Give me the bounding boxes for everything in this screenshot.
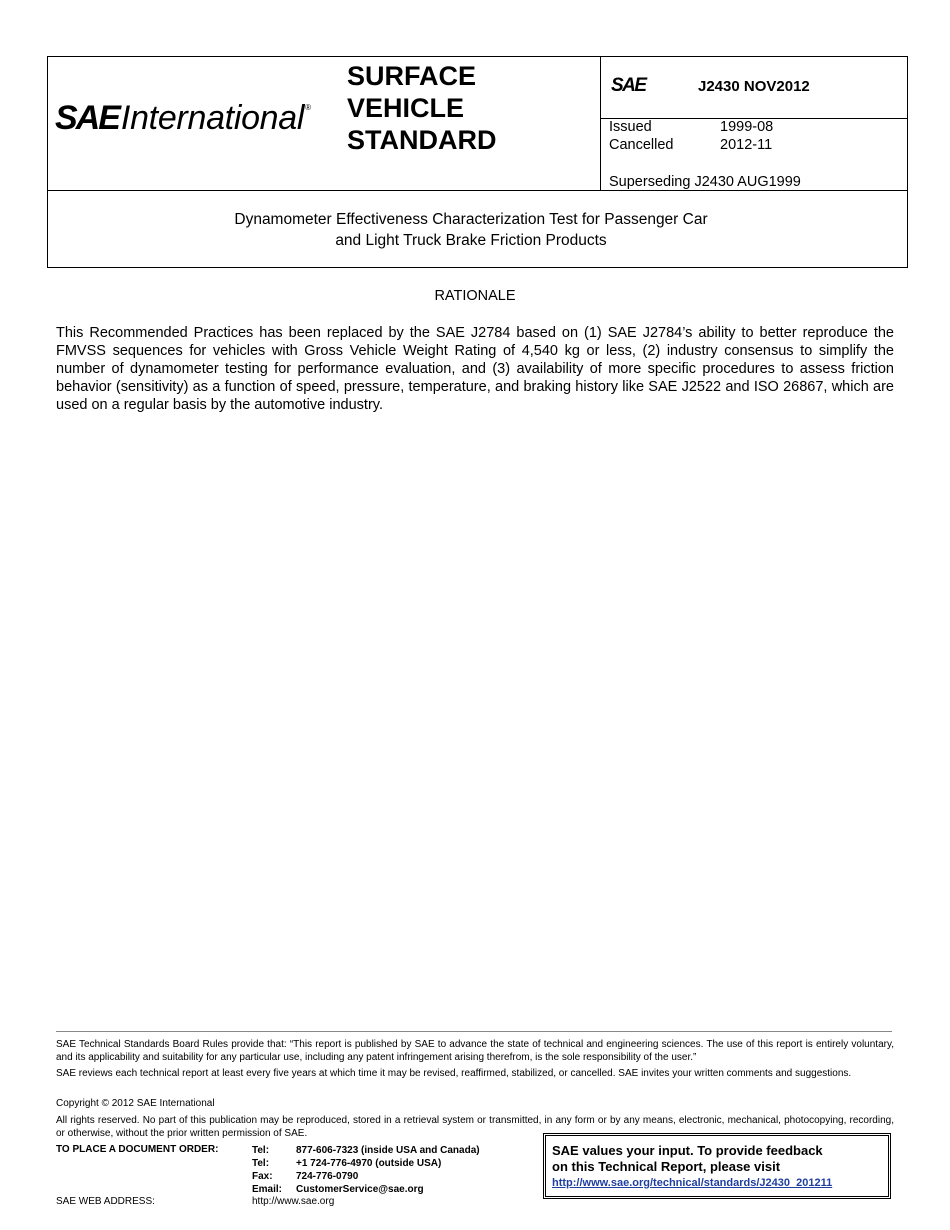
contact-value: +1 724-776-4970 (outside USA) [296,1158,442,1169]
order-contacts [252,1144,480,1196]
contact-key: Email: [252,1184,283,1195]
standard-type [347,60,497,156]
header-column-divider [600,57,601,190]
rationale-heading: RATIONALE [434,288,516,304]
contact-row [252,1183,480,1196]
issued-label: Issued [609,119,652,135]
web-address-link[interactable]: http://www.sae.org [252,1196,335,1207]
feedback-box [543,1133,891,1199]
contact-key: Tel: [252,1145,270,1156]
web-address-label: SAE WEB ADDRESS: [56,1196,155,1207]
footer-copyright: Copyright © 2012 SAE International [56,1098,215,1109]
footer-rights: All rights reserved. No part of this publication may be reproduced, stored in a retrieval system or transmitted, in any form or by any means, electronic, mechanical, photocopying, recording, or otherwise, without the prior written permission of SAE. [56,1115,894,1139]
cancelled-date: 2012-11 [720,137,773,153]
footer-rule [56,1031,892,1032]
contact-row [252,1157,480,1170]
logo-registered-mark: ® [305,103,312,112]
title-line: Dynamometer Effectiveness Characterization Test for Passenger Car [234,211,708,228]
logo-word: International [120,99,305,137]
contact-email[interactable]: CustomerService@sae.org [296,1184,424,1195]
rationale-body: This Recommended Practices has been replaced by the SAE J2784 based on (1) SAE J2784’s ability to better reproduce the FMVSS sequences for vehicles with Gross Vehicle Weight Rating of 4,540 kg or less, (2) industry consensus to simplify the number of dynamometer testing for performance evaluation, and (3) availability of more specific procedures to assess friction behavior (sensitivity) as a function of speed, pressure, temperature, and braking history like SAE J2522 and ISO 26867, which are used on a regular basis by the automotive industry. [56,325,894,413]
issued-date: 1999-08 [720,119,774,135]
standard-type-line: STANDARD [347,125,497,155]
order-label: TO PLACE A DOCUMENT ORDER: [56,1144,219,1155]
document-id: J2430 NOV2012 [698,78,810,95]
contact-value: 877-606-7323 (inside USA and Canada) [296,1145,480,1156]
cancelled-label: Cancelled [609,137,674,153]
contact-key: Tel: [252,1158,270,1169]
feedback-link[interactable]: http://www.sae.org/technical/standards/J2430_201211 [552,1177,833,1189]
sae-small-logo: SAE [611,75,646,96]
contact-row [252,1170,480,1183]
standard-type-line: VEHICLE [347,93,465,123]
logo-brand: SAE [55,99,119,137]
contact-key: Fax: [252,1171,273,1182]
title-line: and Light Truck Brake Friction Products [335,232,607,249]
document-title [47,209,895,251]
footer-review-note: SAE reviews each technical report at least every five years at which time it may be revised, reaffirmed, stabilized, or cancelled. SAE invites your written comments and suggestions. [56,1068,852,1079]
feedback-text: SAE values your input. To provide feedback [552,1143,823,1158]
standard-type-line: SURFACE [347,61,477,91]
feedback-text: on this Technical Report, please visit [552,1159,781,1174]
superseding-note: Superseding J2430 AUG1999 [609,174,801,190]
contact-row [252,1144,480,1157]
footer-board-rules: SAE Technical Standards Board Rules provide that: “This report is published by SAE to advance the state of technical and engineering sciences. The use of this report is entirely voluntary, and its applicability and suitability for any particular use, including any patent infringement arising therefrom, is the sole responsibility of the user.” [56,1039,894,1063]
contact-value: 724-776-0790 [296,1171,359,1182]
sae-international-logo [55,100,311,136]
